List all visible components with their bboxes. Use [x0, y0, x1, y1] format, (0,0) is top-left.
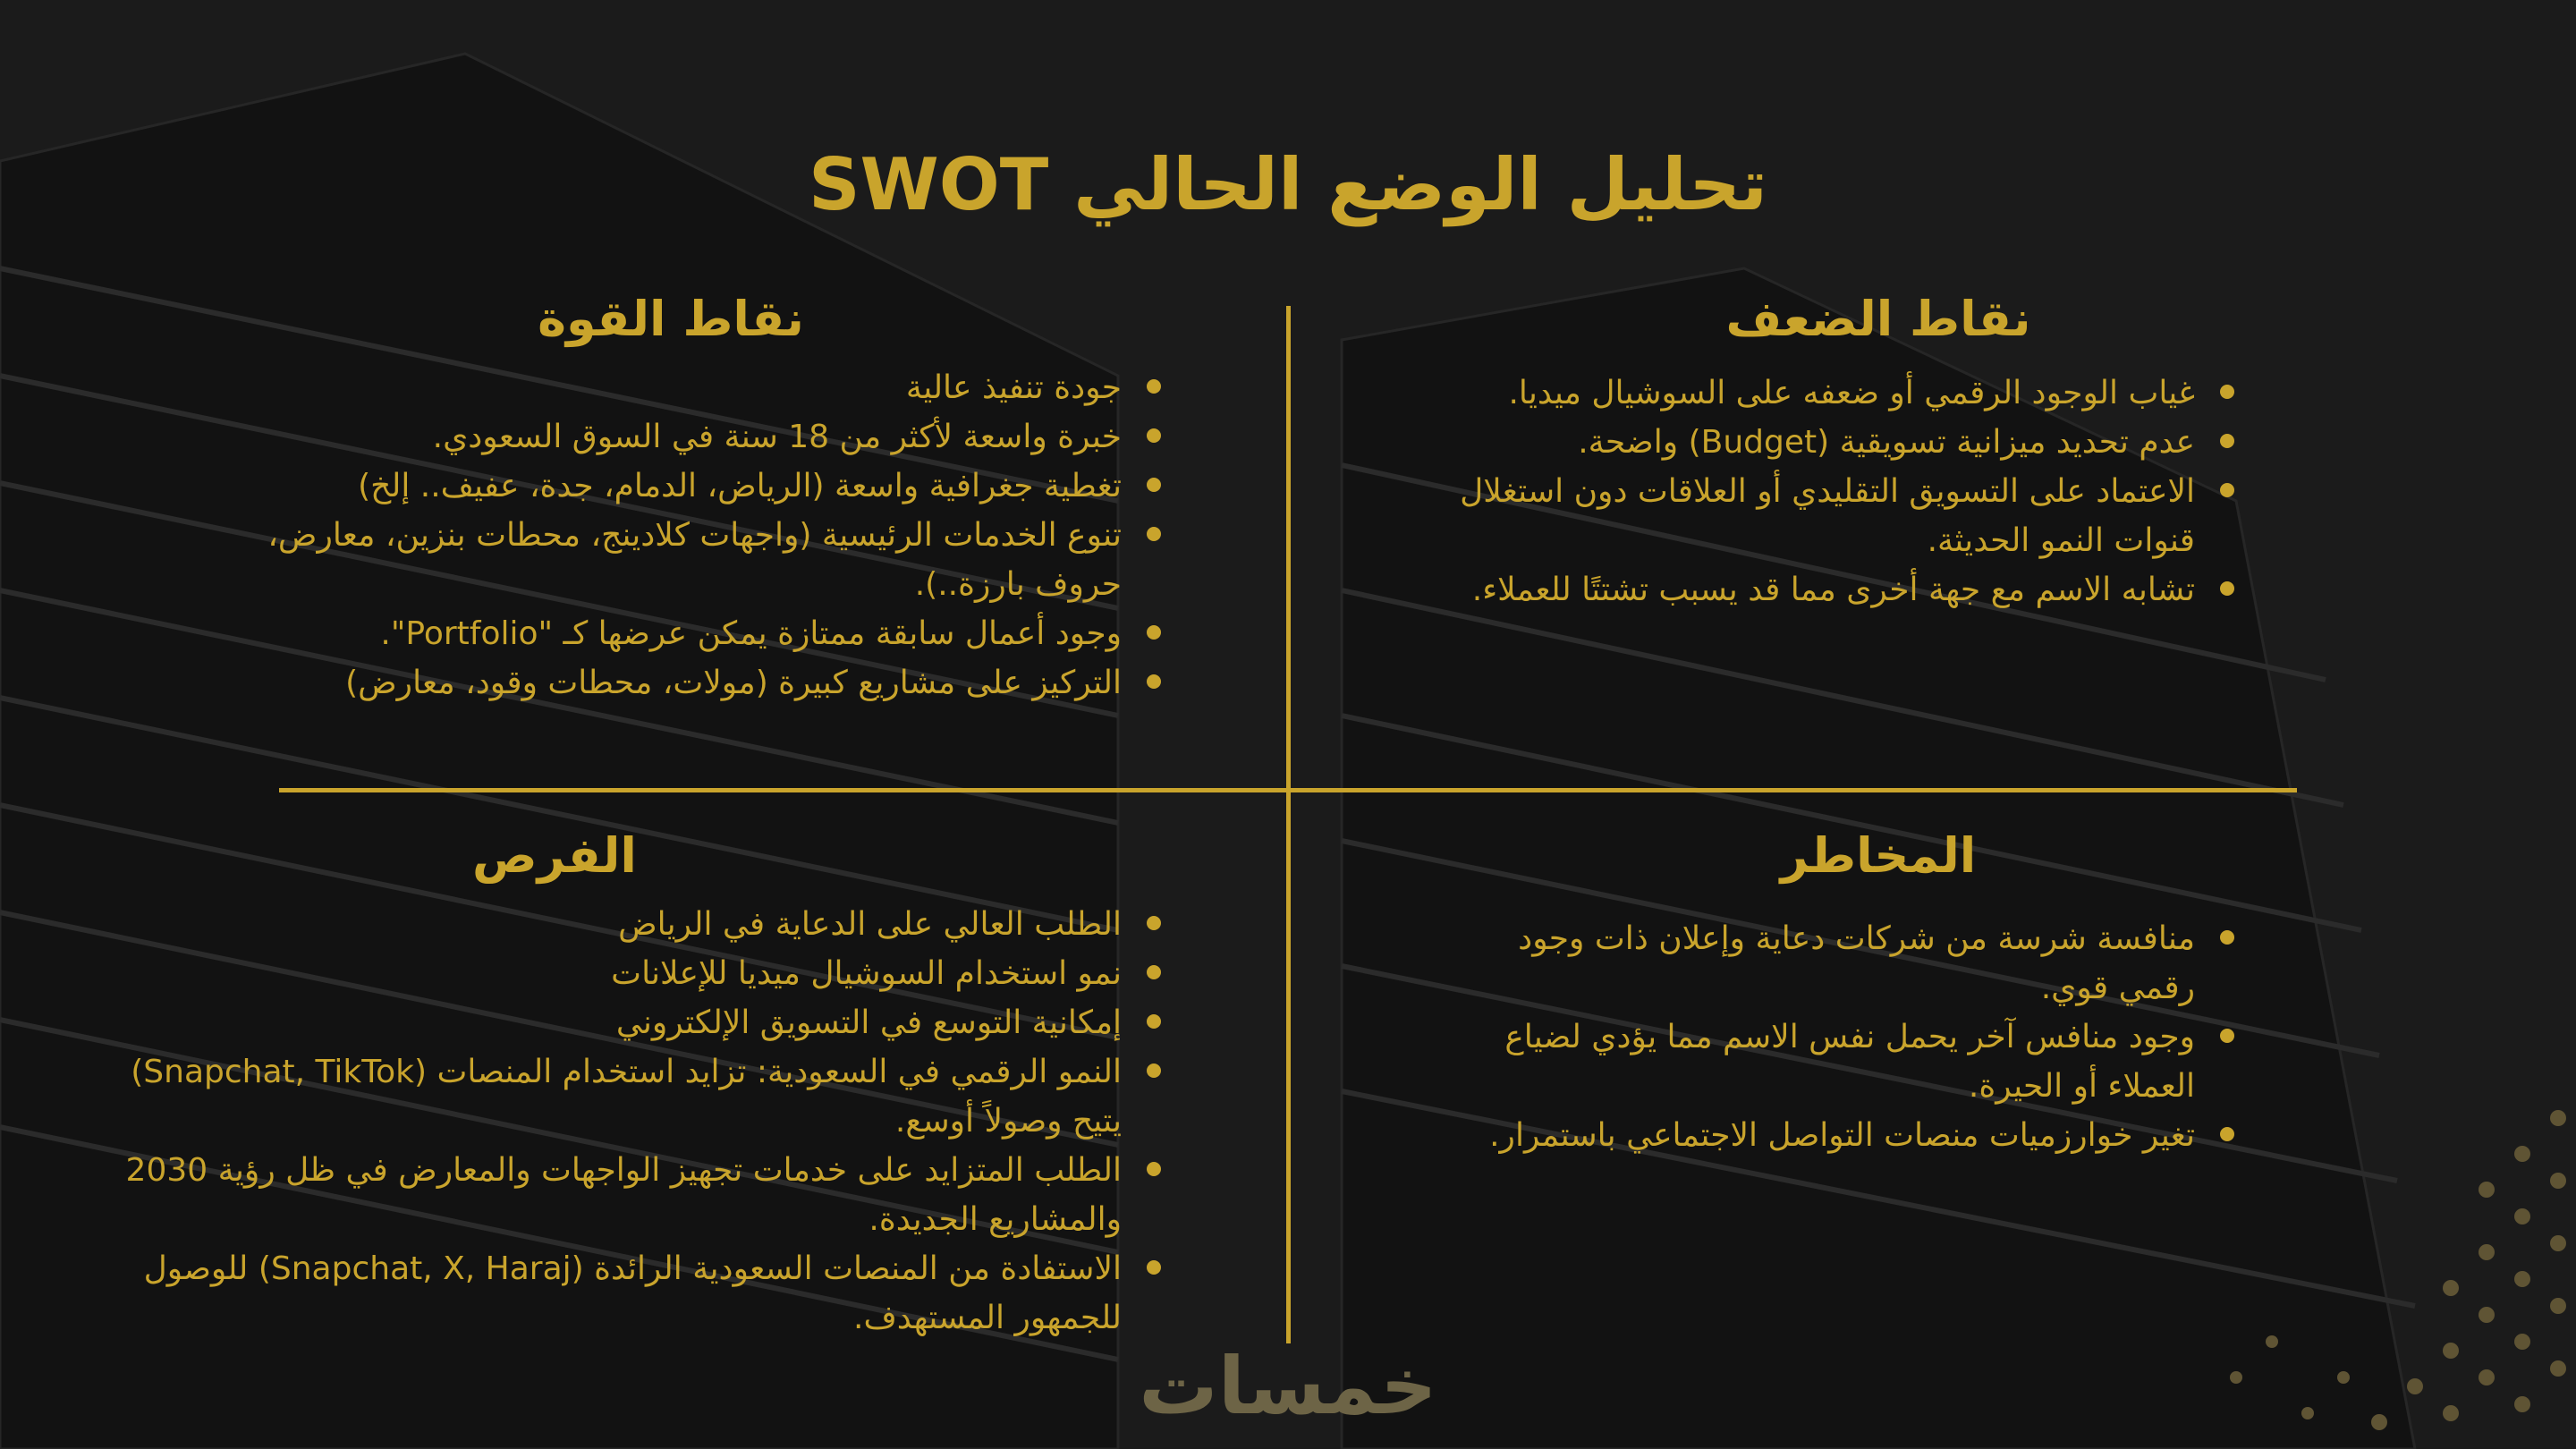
- list-item: خبرة واسعة لأكثر من 18 سنة في السوق السعودي.: [215, 412, 1163, 462]
- strengths-list: [215, 363, 1163, 708]
- list-item: منافسة شرسة من شركات دعاية وإعلان ذات وجود رقمي قوي.: [1449, 914, 2236, 1013]
- bullet-icon: [1147, 1014, 1161, 1029]
- bullet-icon: [1147, 625, 1161, 640]
- bullet-icon: [2220, 1127, 2234, 1141]
- bullet-icon: [1147, 1063, 1161, 1078]
- list-item: الاعتماد على التسويق التقليدي أو العلاقات دون استغلال قنوات النمو الحديثة.: [1449, 467, 2236, 565]
- khamsat-logo: خمسات: [1139, 1340, 1437, 1432]
- list-item: تشابه الاسم مع جهة أخرى مما قد يسبب تشتتًا للعملاء.: [1449, 565, 2236, 614]
- list-item: الطلب المتزايد على خدمات تجهيز الواجهات والمعارض في ظل رؤية 2030 والمشاريع الجديدة.: [116, 1146, 1163, 1244]
- bullet-icon: [1147, 379, 1161, 394]
- threats-heading: المخاطر: [1780, 827, 1977, 884]
- list-item: التركيز على مشاريع كبيرة (مولات، محطات وقود، معارض): [215, 658, 1163, 708]
- list-item: إمكانية التوسع في التسويق الإلكتروني: [116, 998, 1163, 1047]
- horizontal-divider: [279, 788, 2297, 792]
- bullet-icon: [2220, 483, 2234, 497]
- list-item: تنوع الخدمات الرئيسية (واجهات كلادينج، محطات بنزين، معارض، حروف بارزة..).: [215, 511, 1163, 609]
- list-item: الطلب العالي على الدعاية في الرياض: [116, 900, 1163, 949]
- bullet-icon: [1147, 674, 1161, 689]
- bullet-icon: [2220, 1029, 2234, 1043]
- bullet-icon: [2220, 385, 2234, 399]
- opportunities-heading: الفرص: [472, 827, 637, 884]
- bullet-icon: [1147, 428, 1161, 443]
- list-item: تغير خوارزميات منصات التواصل الاجتماعي باستمرار.: [1449, 1111, 2236, 1160]
- weaknesses-quadrant: [1449, 291, 2236, 614]
- bullet-icon: [1147, 478, 1161, 492]
- list-item: تغطية جغرافية واسعة (الرياض، الدمام، جدة، عفيف.. إلخ): [215, 462, 1163, 511]
- opportunities-list: [116, 900, 1163, 1343]
- list-item: وجود أعمال سابقة ممتازة يمكن عرضها كـ "Portfolio".: [215, 609, 1163, 658]
- list-item: غياب الوجود الرقمي أو ضعفه على السوشيال ميديا.: [1449, 369, 2236, 418]
- list-item: نمو استخدام السوشيال ميديا للإعلانات: [116, 949, 1163, 998]
- threats-list: [1449, 914, 2236, 1160]
- slide-title: تحليل الوضع الحالي SWOT: [808, 143, 1768, 226]
- list-item: النمو الرقمي في السعودية: تزايد استخدام المنصات (Snapchat, TikTok) يتيح وصولاً أوسع.: [116, 1047, 1163, 1146]
- threats-quadrant: [1449, 827, 2236, 1160]
- list-item: جودة تنفيذ عالية: [215, 363, 1163, 412]
- vertical-divider: [1286, 306, 1291, 1343]
- strengths-quadrant: [215, 291, 1163, 708]
- list-item: وجود منافس آخر يحمل نفس الاسم مما يؤدي لضياع العملاء أو الحيرة.: [1449, 1013, 2236, 1111]
- weaknesses-list: [1449, 369, 2236, 614]
- bullet-icon: [2220, 434, 2234, 448]
- bullet-icon: [1147, 916, 1161, 930]
- weaknesses-heading: نقاط الضعف: [1725, 291, 2031, 347]
- bullet-icon: [2220, 581, 2234, 596]
- bullet-icon: [1147, 965, 1161, 979]
- bullet-icon: [1147, 1260, 1161, 1275]
- bullet-icon: [1147, 527, 1161, 541]
- bullet-icon: [1147, 1162, 1161, 1176]
- list-item: عدم تحديد ميزانية تسويقية (Budget) واضحة.: [1449, 418, 2236, 467]
- bullet-icon: [2220, 930, 2234, 945]
- opportunities-quadrant: [116, 827, 1163, 1343]
- strengths-heading: نقاط القوة: [538, 291, 804, 347]
- list-item: الاستفادة من المنصات السعودية الرائدة (Snapchat, X, Haraj) للوصول للجمهور المستهدف.: [116, 1244, 1163, 1343]
